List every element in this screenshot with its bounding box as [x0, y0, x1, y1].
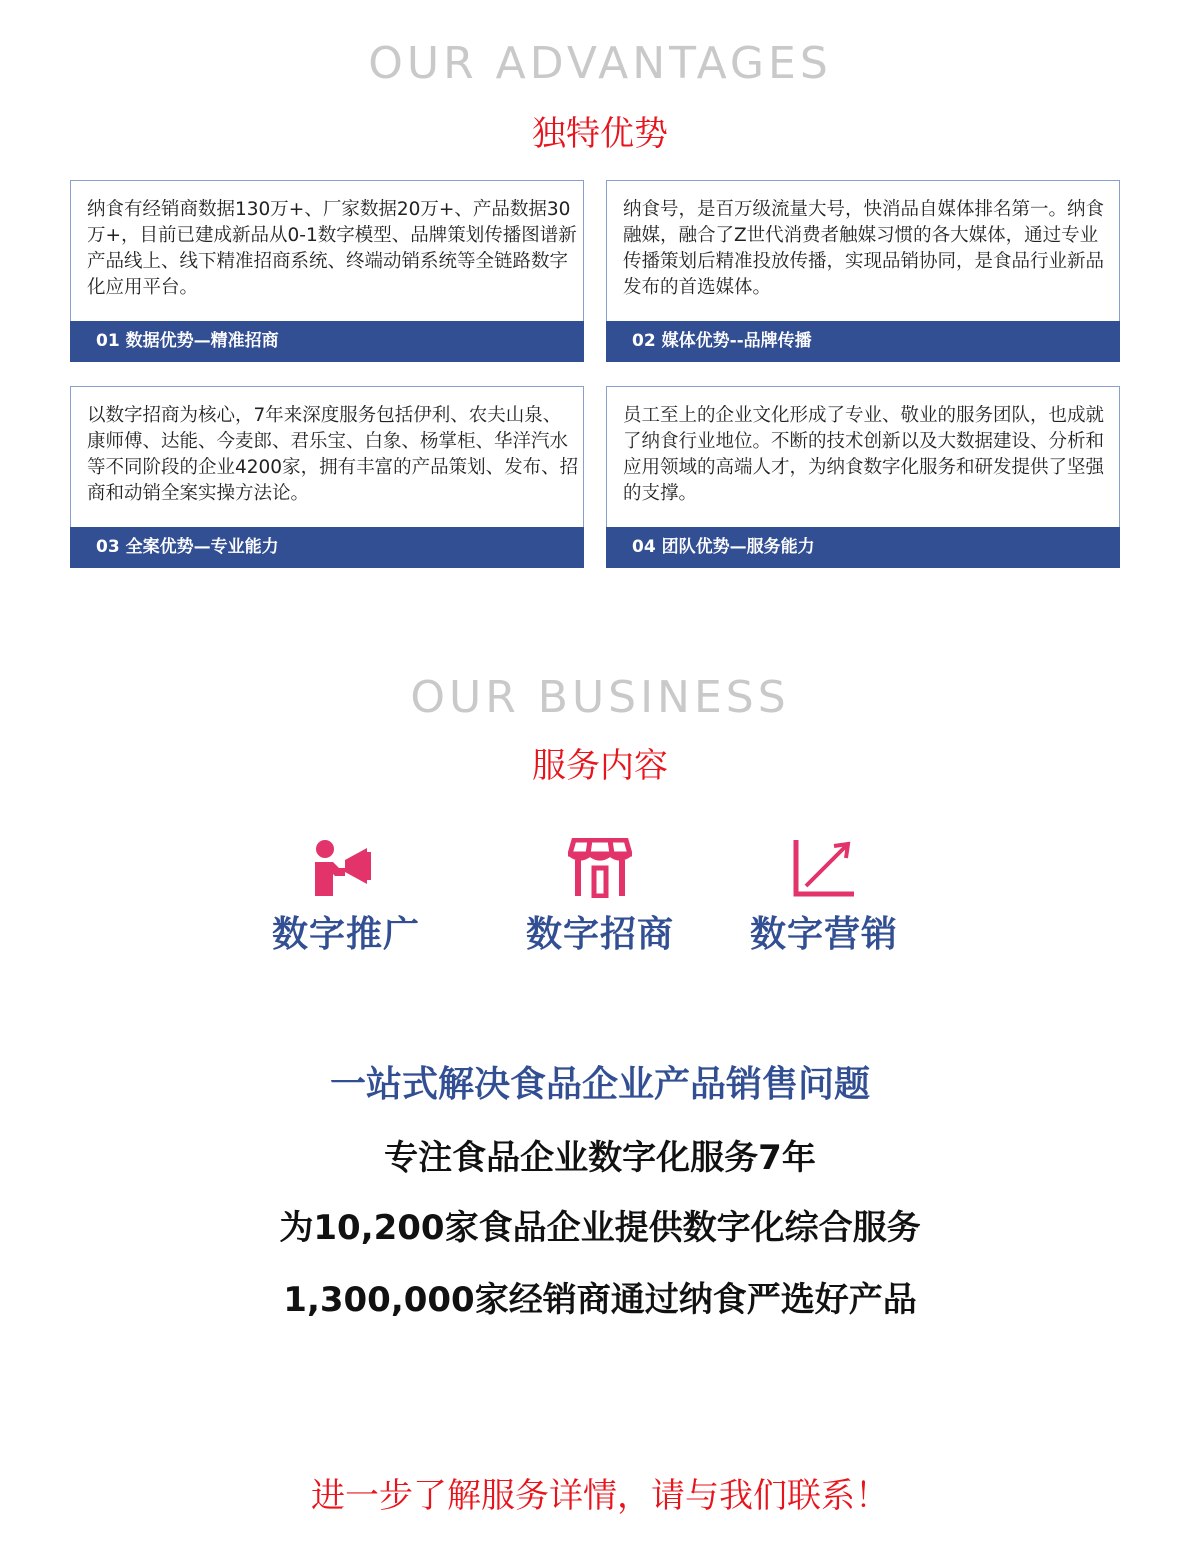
service-digital-promotion: [246, 838, 446, 957]
megaphone-person-icon: [311, 838, 381, 898]
advantages-cn-title: 独特优势: [532, 114, 668, 154]
service-digital-marketing: [724, 838, 924, 957]
contact-cta[interactable]: 进一步了解服务详情，请与我们联系！: [311, 1476, 889, 1516]
advantage-card-text: 以数字招商为核心，7年来深度服务包括伊利、农夫山泉、康师傅、达能、今麦郎、君乐宝、白象、杨掌柜、华洋汽水等不同阶段的企业4200家，拥有丰富的产品策划、发布、招商和动销全案实操方法论。: [87, 405, 579, 504]
summary-headline: 一站式解决食品企业产品销售问题: [329, 1064, 870, 1105]
advantage-card-text: 纳食有经销商数据130万+、厂家数据20万+、产品数据30万+，目前已建成新品从0-1数字模型、品牌策划传播图谱新产品线上、线下精准招商系统、终端动销系统等全链路数字化应用平台。: [87, 199, 577, 298]
summary-line-3: 1,300,000家经销商通过纳食严选好产品: [283, 1280, 917, 1320]
advantage-card-4: [606, 386, 1120, 568]
storefront-icon: [568, 838, 632, 898]
business-en-title: OUR BUSINESS: [410, 672, 790, 723]
advantage-card-3: [70, 386, 584, 568]
advantage-card-label: 01 数据优势—精准招商: [70, 321, 584, 362]
advantages-en-title: OUR ADVANTAGES: [368, 38, 832, 89]
service-label: 数字招商: [525, 914, 674, 955]
advantage-card-label: 04 团队优势—服务能力: [606, 527, 1120, 568]
summary-line-1: 专注食品企业数字化服务7年: [384, 1138, 816, 1178]
advantage-card-label: 02 媒体优势--品牌传播: [606, 321, 1120, 362]
advantage-card-text: 纳食号，是百万级流量大号，快消品自媒体排名第一。纳食融媒，融合了Z世代消费者触媒习惯的各大媒体，通过专业传播策划后精准投放传播，实现品销协同，是食品行业新品发布的首选媒体。: [623, 199, 1105, 298]
growth-arrow-icon: [792, 838, 856, 898]
advantage-card-text: 员工至上的企业文化形成了专业、敬业的服务团队，也成就了纳食行业地位。不断的技术创新以及大数据建设、分析和应用领域的高端人才，为纳食数字化服务和研发提供了坚强的支撑。: [623, 405, 1105, 504]
advantage-card-label: 03 全案优势—专业能力: [70, 527, 584, 568]
summary-line-2: 为10,200家食品企业提供数字化综合服务: [279, 1208, 921, 1248]
service-label: 数字推广: [271, 914, 420, 955]
service-label: 数字营销: [749, 914, 898, 955]
business-cn-title: 服务内容: [532, 746, 668, 786]
service-digital-investment: [500, 838, 700, 957]
advantage-card-1: [70, 180, 584, 362]
advantage-card-2: [606, 180, 1120, 362]
